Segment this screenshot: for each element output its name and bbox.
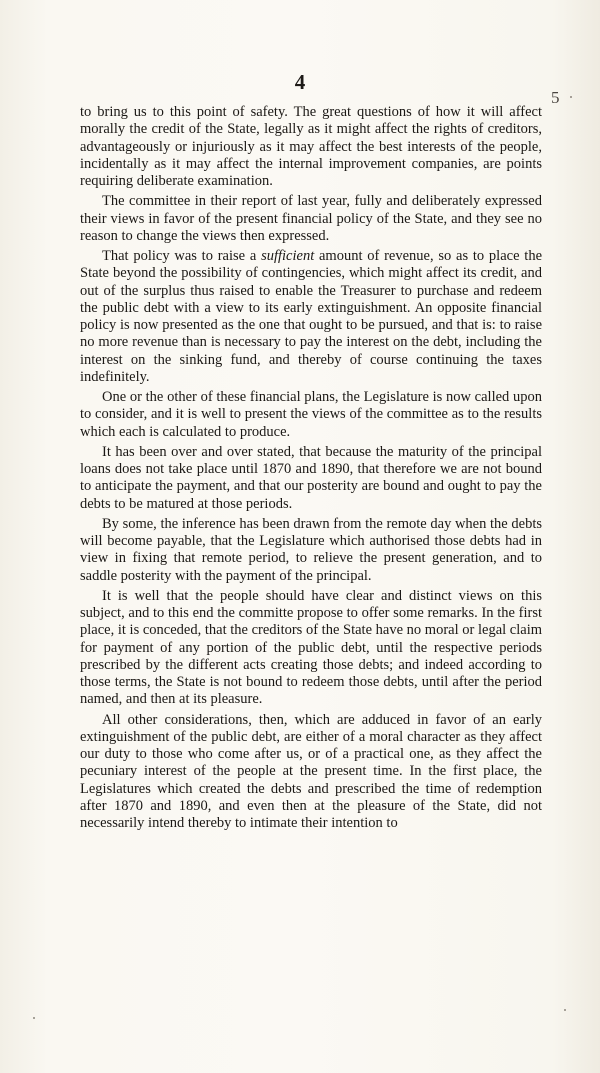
body-text — [80, 104, 542, 832]
paragraph-1: to bring us to this point of safety. The great questions of how it will affect morally the credit of the State, legally as it might affect the rights of creditors, advantageously or injuriously as it may affect the best interests of the people, incidentally as it may affect the internal improvement companies, are points requiring deliberate examination. — [80, 104, 542, 189]
paragraph-3 — [80, 248, 542, 386]
paragraph-3-part-2: amount of revenue, so as to place the State beyond the possibility of contingencies, which might affect its credit, and out of the surplus thus raised to enable the Treasurer to purchase and redeem the public debt with a view to its early extinguishment. An opposite financial policy is now presented as the one that ought to be pursued, and that is: to raise no more revenue than is necessary to pay the interest on the debt, including the interest on the sinking fund, and thereby of course continuing the taxes indefinitely. — [80, 248, 543, 385]
paragraph-3-part-1: That policy was to raise a — [102, 248, 262, 264]
page-number: 4 — [294, 70, 306, 94]
paragraph-6: By some, the inference has been drawn from the remote day when the debts will become payable, that the Legislature which authorised those debts had in view in fixing that remote period, to relieve the present generation, and to saddle posterity with the payment of the principal. — [80, 515, 542, 584]
emphasized-word: sufficient — [261, 248, 315, 264]
paragraph-5: It has been over and over stated, that because the maturity of the principal loans does not take place until 1870 and 1890, that therefore we are not bound to anticipate the payment, and that our posterity are bound and ought to pay the debts to be matured at those periods. — [80, 443, 542, 512]
paper-speck — [570, 96, 572, 98]
paragraph-2: The committee in their report of last year, fully and deliberately expressed their views in favor of the present financial policy of the State, and they see no reason to change the views then expressed. — [80, 193, 542, 244]
paper-speck — [33, 1017, 35, 1019]
corner-mark: 5 — [551, 88, 560, 107]
paper-speck — [564, 1009, 566, 1011]
paragraph-4: One or the other of these financial plans, the Legislature is now called upon to consider, and it is well to present the views of the committee as to the results which each is calculated to produce. — [80, 389, 542, 440]
paragraph-8: All other considerations, then, which are adduced in favor of an early extinguishment of the public debt, are either of a moral character as they affect our duty to those who come after us, or of a practical one, as they affect the pecuniary interest of the people at the present time. In the first place, the Legislatures which created the debts and prescribed the time of redemption after 1870 and 1890, and even then at the pleasure of the State, did not necessarily intend thereby to intimate their intention to — [80, 711, 542, 831]
paragraph-7: It is well that the people should have clear and distinct views on this subject, and to this end the committe propose to offer some remarks. In the first place, it is conceded, that the creditors of the State have no moral or legal claim for payment of any portion of the public debt, until the respective periods prescribed by the different acts creating those debts; and indeed according to those terms, the State is not bound to redeem those debts, until after the period named, and then at its pleasure. — [80, 587, 542, 708]
